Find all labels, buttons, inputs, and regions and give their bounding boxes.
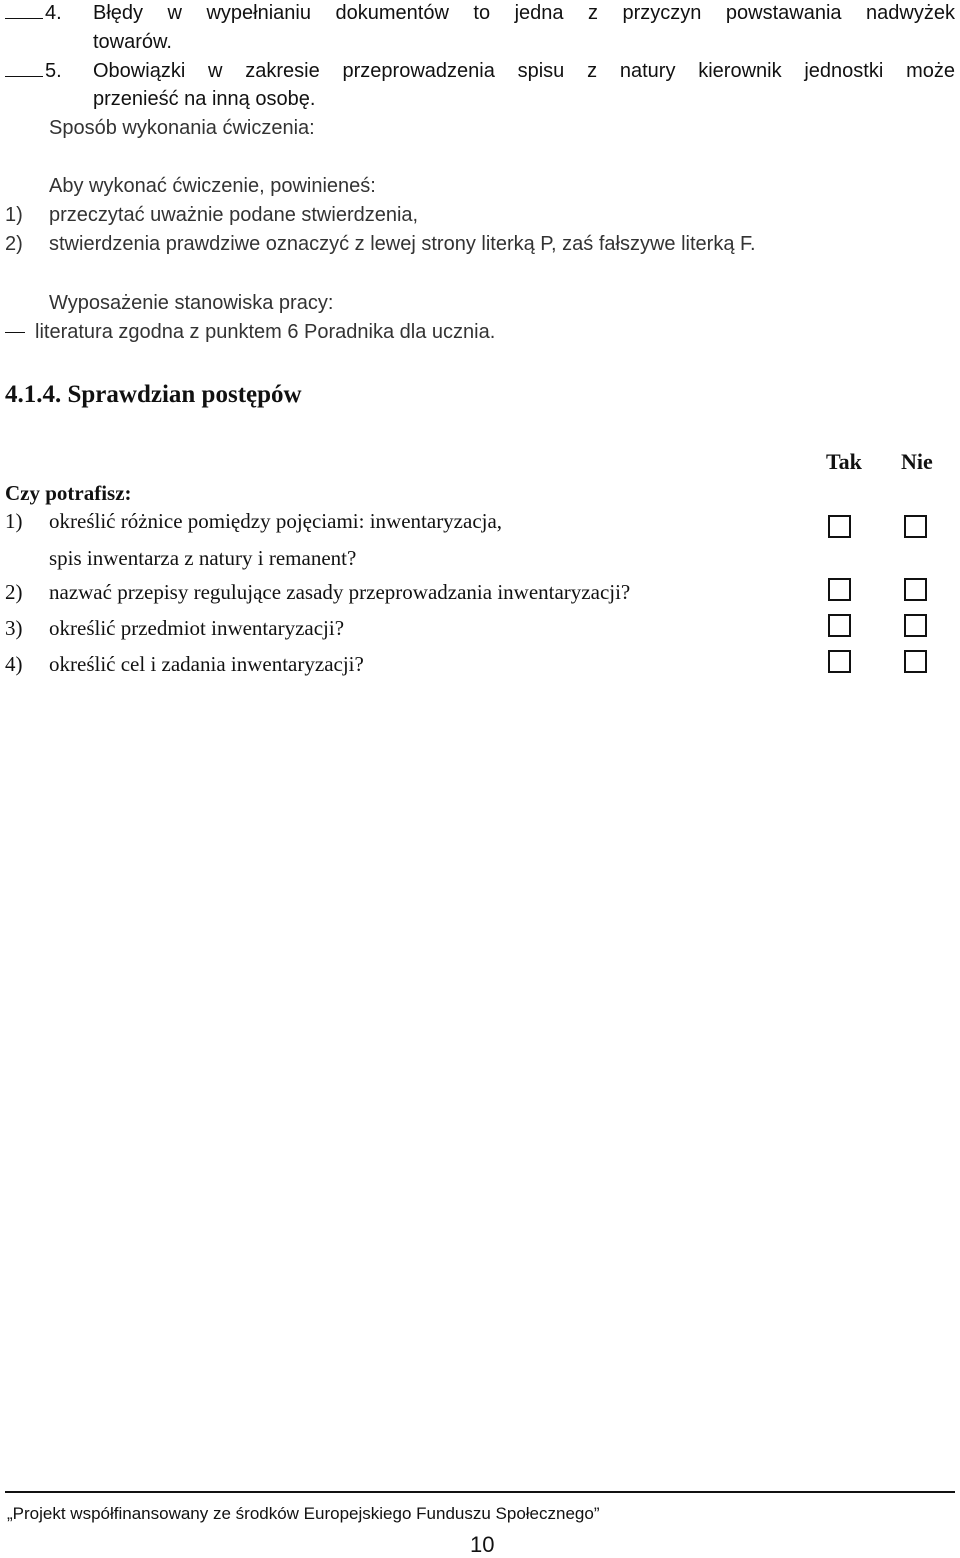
question-4-number: 4): [5, 652, 23, 676]
question-3-number: 3): [5, 616, 23, 640]
question-2-number: 2): [5, 580, 23, 604]
question-1-line1: określić różnice pomiędzy pojęciami: inwentaryzacja,: [49, 509, 503, 533]
method-step-1-text: przeczytać uważnie podane stwierdzenia,: [49, 204, 419, 226]
column-header-yes: Tak: [826, 449, 862, 474]
statement-4-line1: Błędy w wypełnianiu dokumentów to jedna z przyczyn powstawania nadwyżek: [93, 2, 955, 24]
question-2-no-checkbox[interactable]: [904, 578, 927, 601]
method-heading: Sposób wykonania ćwiczenia:: [49, 117, 315, 139]
question-4-no-checkbox[interactable]: [904, 650, 927, 673]
column-header-no: Nie: [901, 449, 933, 474]
equipment-heading: Wyposażenie stanowiska pracy:: [49, 292, 334, 314]
method-step-2-number: 2): [5, 233, 23, 255]
question-3-yes-checkbox[interactable]: [828, 614, 851, 637]
answer-blank-4[interactable]: [5, 2, 43, 19]
question-1-yes-checkbox[interactable]: [828, 515, 851, 538]
method-step-2-text: stwierdzenia prawdziwe oznaczyć z lewej strony literką P, zaś fałszywe literką F.: [49, 233, 756, 255]
method-step-1-number: 1): [5, 204, 23, 226]
question-4-yes-checkbox[interactable]: [828, 650, 851, 673]
dash-bullet: [5, 332, 25, 333]
question-2-line1: nazwać przepisy regulujące zasady przeprowadzania inwentaryzacji?: [49, 580, 631, 604]
page-number: 10: [470, 1532, 495, 1557]
answer-blank-5[interactable]: [5, 60, 43, 77]
equipment-item: [5, 321, 495, 344]
section-title: 4.1.4. Sprawdzian postępów: [5, 381, 302, 408]
equipment-item-text: literatura zgodna z punktem 6 Poradnika dla ucznia.: [35, 321, 496, 343]
statement-4-number: 4.: [5, 2, 62, 25]
question-2-yes-checkbox[interactable]: [828, 578, 851, 601]
question-4-line1: określić cel i zadania inwentaryzacji?: [49, 652, 364, 676]
method-intro: Aby wykonać ćwiczenie, powinieneś:: [49, 175, 376, 197]
question-intro: Czy potrafisz:: [5, 481, 132, 505]
statement-5-number: 5.: [5, 60, 62, 83]
question-1-line2: spis inwentarza z natury i remanent?: [49, 546, 357, 570]
question-3-no-checkbox[interactable]: [904, 614, 927, 637]
statement-5-line1: Obowiązki w zakresie przeprowadzenia spisu z natury kierownik jednostki może: [93, 60, 955, 82]
statement-4-line2: towarów.: [93, 31, 172, 53]
question-1-number: 1): [5, 509, 23, 533]
question-1-no-checkbox[interactable]: [904, 515, 927, 538]
footer-divider: [5, 1491, 955, 1493]
footer-project-text: „Projekt współfinansowany ze środków Europejskiego Funduszu Społecznego”: [7, 1504, 600, 1523]
statement-5-line2: przenieść na inną osobę.: [93, 88, 316, 110]
question-3-line1: określić przedmiot inwentaryzacji?: [49, 616, 345, 640]
